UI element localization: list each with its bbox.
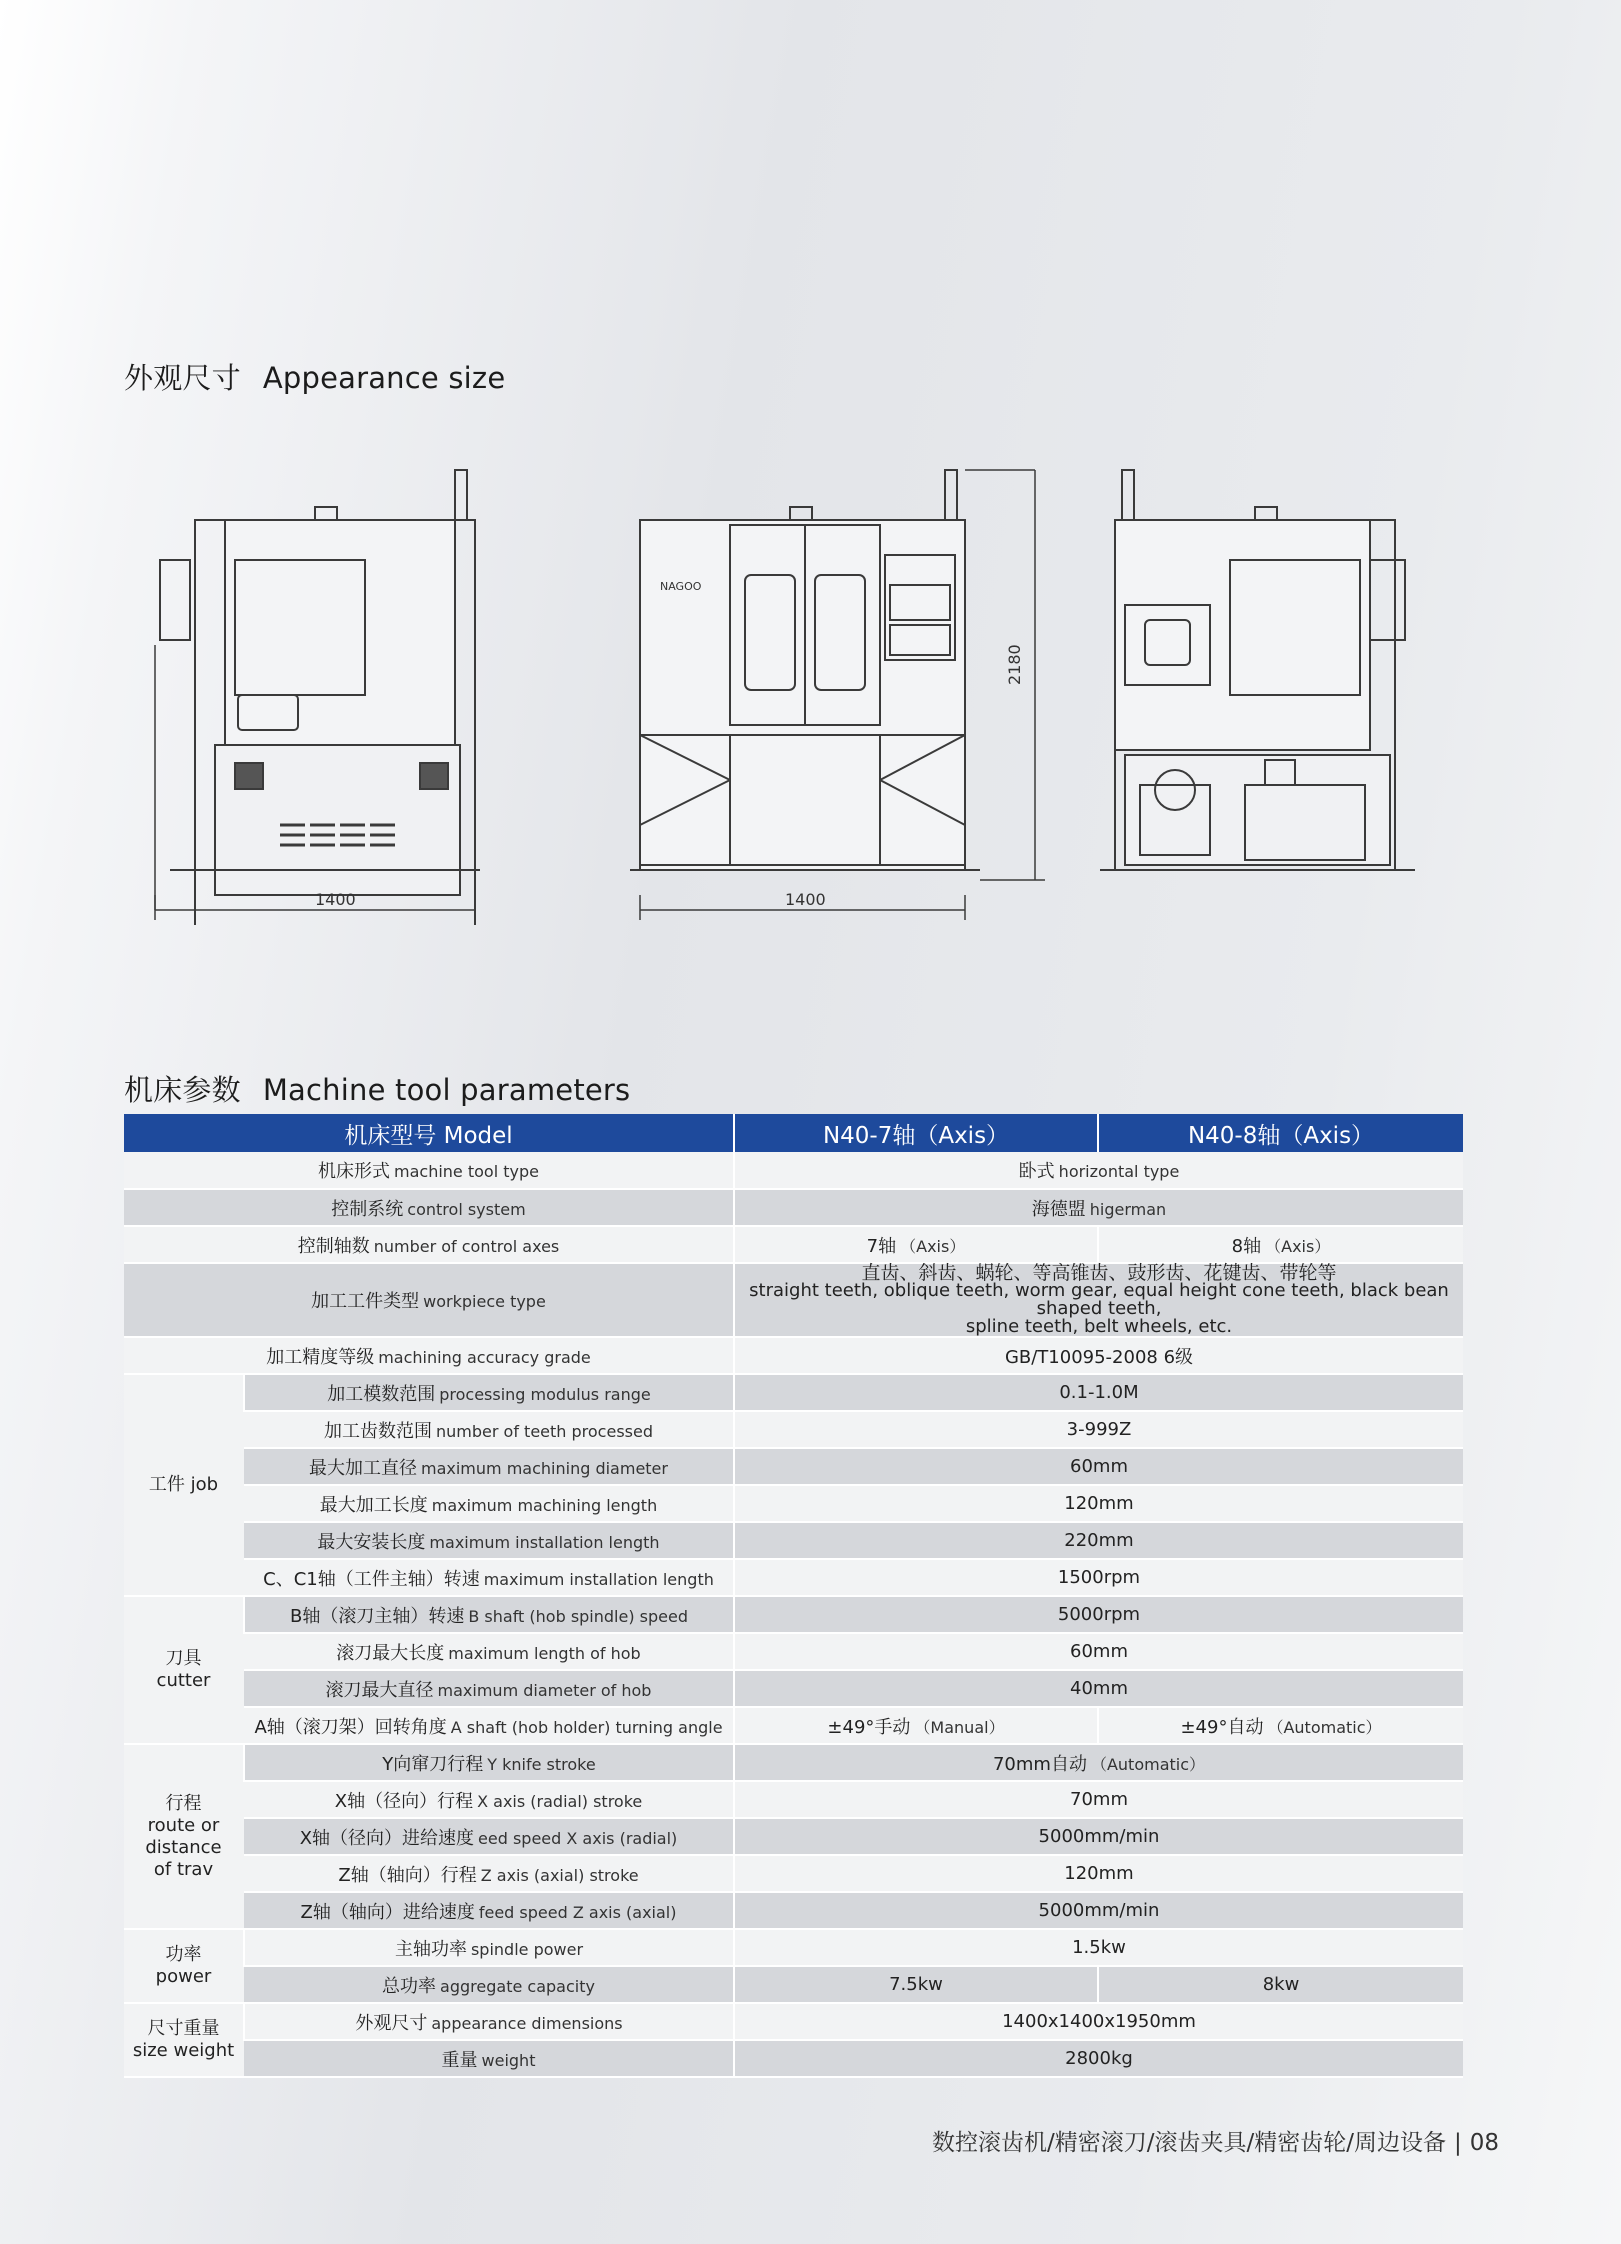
table-row: 加工精度等级 machining accuracy grade GB/T10095-2008 6级 — [124, 1337, 1463, 1374]
page-number: 08 — [1469, 2130, 1499, 2156]
table-row: 功率 power 主轴功率 spindle power 1.5kw — [124, 1929, 1463, 1966]
appearance-title: 外观尺寸 Appearance size — [124, 361, 506, 395]
header-col2: N40-8轴（Axis） — [1098, 1114, 1463, 1152]
front-view — [630, 470, 1045, 920]
machine-drawing — [140, 455, 1460, 925]
table-row: 最大安装长度 maximum installation length 220mm — [124, 1522, 1463, 1559]
table-row: 控制轴数 number of control axes 7轴 （Axis） 8轴 （Axis） — [124, 1226, 1463, 1263]
table-row: A轴（滚刀架）回转角度 A shaft (hob holder) turning angle ±49°手动 （Manual） ±49°自动 （Automatic） — [124, 1707, 1463, 1744]
table-row: 最大加工直径 maximum machining diameter 60mm — [124, 1448, 1463, 1485]
table-row: X轴（径向）进给速度 eed speed X axis (radial) 5000mm/min — [124, 1818, 1463, 1855]
table-row: 尺寸重量 size weight 外观尺寸 appearance dimensions 1400x1400x1950mm — [124, 2003, 1463, 2040]
page-footer: 数控滚齿机/精密滚刀/滚齿夹具/精密齿轮/周边设备 | 08 — [931, 2130, 1499, 2156]
group-cutter: 刀具 cutter — [124, 1596, 244, 1744]
table-row: 加工齿数范围 number of teeth processed 3-999Z — [124, 1411, 1463, 1448]
table-row: 总功率 aggregate capacity 7.5kw 8kw — [124, 1966, 1463, 2003]
brand-logo-text: NAGOO — [660, 580, 702, 593]
table-row: 刀具 cutter B轴（滚刀主轴）转速 B shaft (hob spindle) speed 5000rpm — [124, 1596, 1463, 1633]
table-row: Z轴（轴向）行程 Z axis (axial) stroke 120mm — [124, 1855, 1463, 1892]
dim-height: 2180 — [1005, 644, 1024, 685]
params-title: 机床参数 Machine tool parameters — [124, 1073, 631, 1107]
table-row: 机床形式 machine tool type 卧式 horizontal type — [124, 1152, 1463, 1189]
table-row: 控制系统 control system 海德盟 higerman — [124, 1189, 1463, 1226]
table-row: X轴（径向）行程 X axis (radial) stroke 70mm — [124, 1781, 1463, 1818]
dim-width-left: 1400 — [315, 890, 356, 909]
table-row: 滚刀最大直径 maximum diameter of hob 40mm — [124, 1670, 1463, 1707]
header-model: 机床型号 Model — [124, 1114, 734, 1152]
table-row: 滚刀最大长度 maximum length of hob 60mm — [124, 1633, 1463, 1670]
table-row: 行程 route or distance of trav Y向窜刀行程 Y knife stroke 70mm自动 （Automatic） — [124, 1744, 1463, 1781]
left-view — [155, 470, 480, 925]
parameters-table — [124, 1114, 1463, 2078]
group-route: 行程 route or distance of trav — [124, 1744, 244, 1929]
group-job: 工件 job — [124, 1374, 244, 1596]
table-row: 最大加工长度 maximum machining length 120mm — [124, 1485, 1463, 1522]
group-size: 尺寸重量 size weight — [124, 2003, 244, 2077]
table-row: C、C1轴（工件主轴）转速 maximum installation length 1500rpm — [124, 1559, 1463, 1596]
table-row: Z轴（轴向）进给速度 feed speed Z axis (axial) 5000mm/min — [124, 1892, 1463, 1929]
table-row: 重量 weight 2800kg — [124, 2040, 1463, 2077]
right-view — [1100, 470, 1415, 870]
table-row: 工件 job 加工模数范围 processing modulus range 0.1-1.0M — [124, 1374, 1463, 1411]
table-row: 加工工件类型 workpiece type 直齿、斜齿、蜗轮、等高锥齿、豉形齿、花键齿、带轮等 straight teeth, oblique teeth, worm gear, equal height cone teeth, black bean shaped teeth, spline teeth, belt wheels, etc. — [124, 1263, 1463, 1337]
group-power: 功率 power — [124, 1929, 244, 2003]
header-col1: N40-7轴（Axis） — [734, 1114, 1098, 1152]
dim-width-front: 1400 — [785, 890, 826, 909]
